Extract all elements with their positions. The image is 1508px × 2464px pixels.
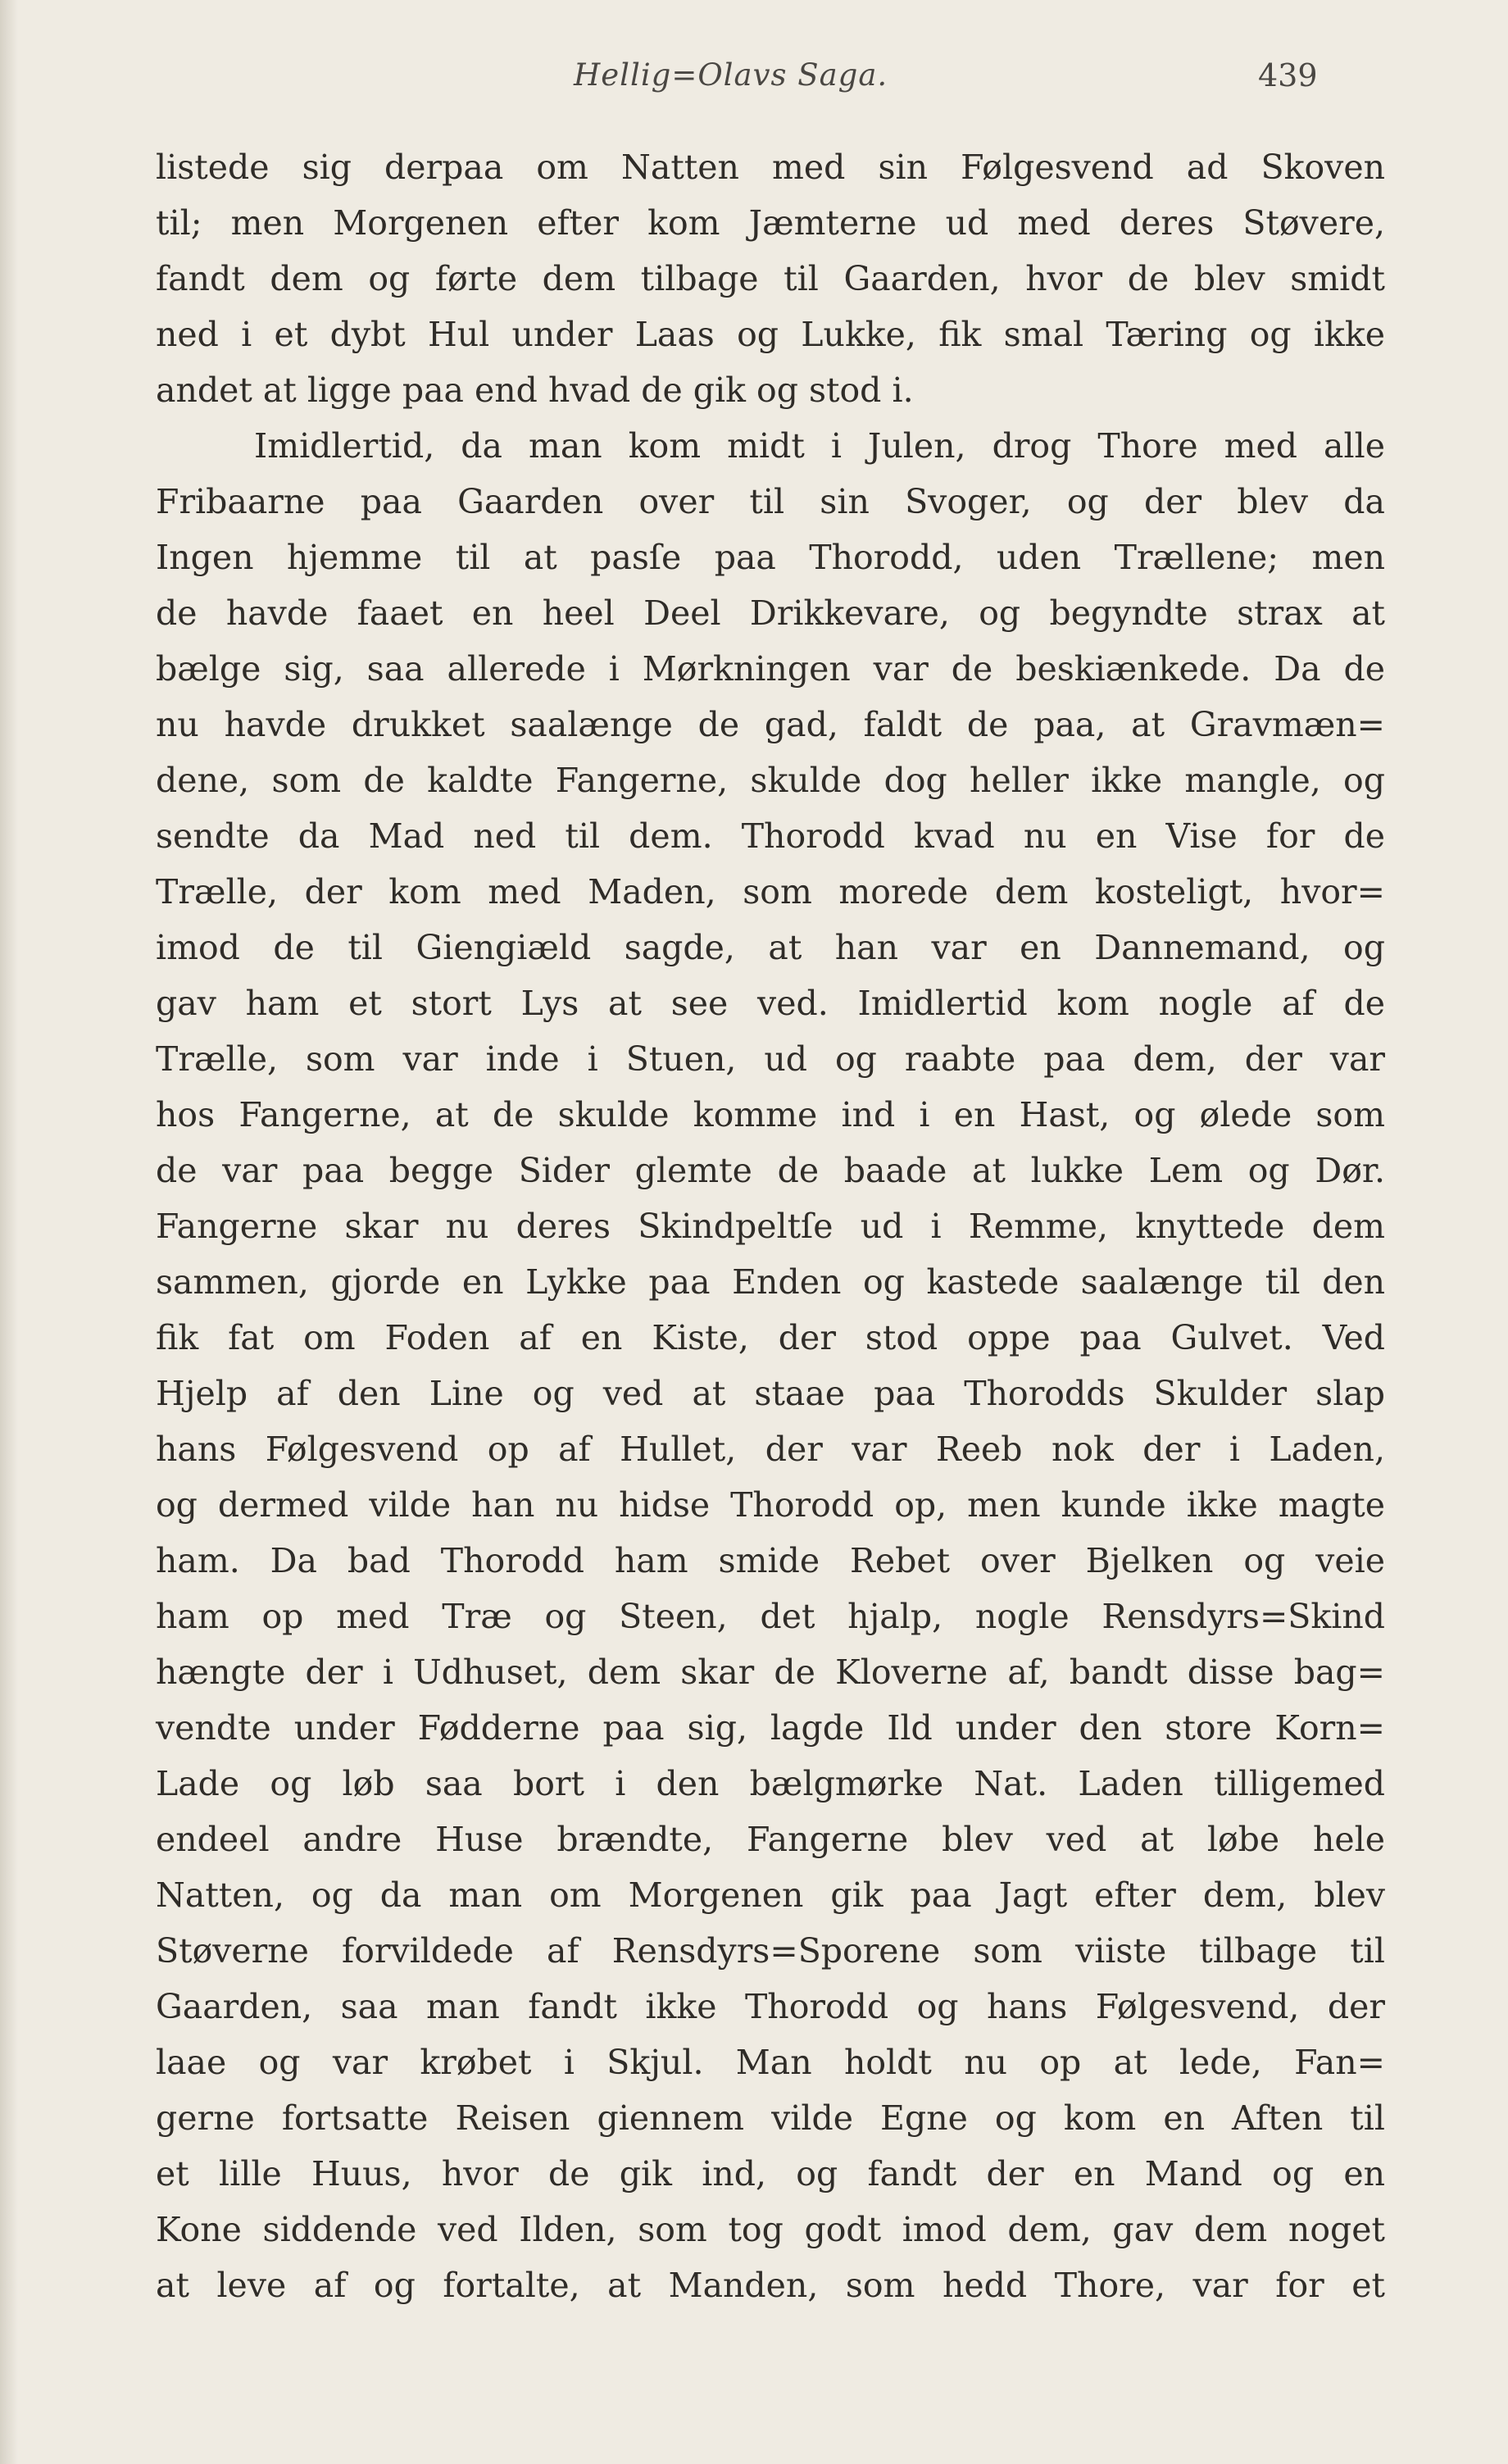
text-line: hos Fangerne, at de skulde komme ind i en Hast, og ølede som: [156, 1095, 1385, 1134]
text-line: Imidlertid, da man kom midt i Julen, drog Thore med alle: [254, 426, 1385, 466]
text-line: hans Følgesvend op af Hullet, der var Reeb nok der i Laden,: [156, 1430, 1385, 1469]
text-line: sendte da Mad ned til dem. Thorodd kvad nu en Vise for de: [156, 816, 1385, 856]
text-line: laae og var krøbet i Skjul. Man holdt nu op at lede, Fan=: [156, 2043, 1385, 2082]
page-header: [0, 51, 1508, 100]
text-line: et lille Huus, hvor de gik ind, og fandt der en Mand og en: [156, 2154, 1385, 2194]
page-gutter-shadow: [0, 0, 18, 2464]
text-line: fandt dem og førte dem tilbage til Gaarden, hvor de blev smidt: [156, 259, 1385, 298]
text-line: sammen, gjorde en Lykke paa Enden og kastede saalænge til den: [156, 1262, 1385, 1302]
text-line: nu havde drukket saalænge de gad, faldt de paa, at Gravmæn=: [156, 705, 1385, 744]
text-line: til; men Morgenen efter kom Jæmterne ud med deres Støvere,: [156, 203, 1385, 243]
text-line: Støverne forvildede af Rensdyrs=Sporene som viiste tilbage til: [156, 1931, 1385, 1971]
body-text: [156, 139, 1385, 2313]
text-line: andet at ligge paa end hvad de gik og stod i.: [156, 371, 914, 410]
text-line: hængte der i Udhuset, dem skar de Kloverne af, bandt disse bag=: [156, 1653, 1385, 1692]
text-line: de havde faaet en heel Deel Drikkevare, og begyndte strax at: [156, 593, 1385, 633]
text-line: Lade og løb saa bort i den bælgmørke Nat. Laden tilligemed: [156, 1764, 1385, 1803]
text-line: imod de til Giengiæld sagde, at han var en Dannemand, og: [156, 928, 1385, 967]
text-line: listede sig derpaa om Natten med sin Følgesvend ad Skoven: [156, 148, 1385, 187]
text-line: ham. Da bad Thorodd ham smide Rebet over Bjelken og veie: [156, 1541, 1385, 1580]
text-line: Trælle, der kom med Maden, som morede dem kosteligt, hvor=: [156, 872, 1385, 911]
text-line: de var paa begge Sider glemte de baade at lukke Lem og Dør.: [156, 1151, 1385, 1190]
text-line: ham op med Træ og Steen, det hjalp, nogle Rensdyrs=Skind: [156, 1597, 1385, 1636]
text-line: dene, som de kaldte Fangerne, skulde dog heller ikke mangle, og: [156, 761, 1385, 800]
text-line: bælge sig, saa allerede i Mørkningen var de beskiænkede. Da de: [156, 649, 1385, 689]
text-line: Fangerne skar nu deres Skindpeltſe ud i Remme, knyttede dem: [156, 1207, 1385, 1246]
text-line: ned i et dybt Hul under Laas og Lukke, fik smal Tæring og ikke: [156, 315, 1385, 354]
text-line: endeel andre Huse brændte, Fangerne blev ved at løbe hele: [156, 1820, 1385, 1859]
text-line: Ingen hjemme til at pasſe paa Thorodd, uden Trællene; men: [156, 538, 1385, 577]
text-line: Gaarden, saa man fandt ikke Thorodd og hans Følgesvend, der: [156, 1987, 1385, 2026]
text-line: vendte under Fødderne paa sig, lagde Ild under den store Korn=: [156, 1708, 1385, 1748]
text-line: Fribaarne paa Gaarden over til sin Svoger, og der blev da: [156, 482, 1385, 521]
text-line: gav ham et stort Lys at see ved. Imidlertid kom nogle af de: [156, 984, 1385, 1023]
text-line: at leve af og fortalte, at Manden, som hedd Thore, var for et: [156, 2266, 1385, 2305]
text-line: Trælle, som var inde i Stuen, ud og raabte paa dem, der var: [156, 1039, 1385, 1079]
text-line: fik fat om Foden af en Kiste, der stod oppe paa Gulvet. Ved: [156, 1318, 1385, 1357]
text-line: Hjelp af den Line og ved at staae paa Thorodds Skulder slap: [156, 1374, 1385, 1413]
text-line: Natten, og da man om Morgenen gik paa Jagt efter dem, blev: [156, 1875, 1385, 1915]
text-line: gerne fortsatte Reisen giennem vilde Egne og kom en Aften til: [156, 2098, 1385, 2138]
running-title: Hellig=Olavs Saga.: [574, 57, 888, 93]
text-line: Kone siddende ved Ilden, som tog godt imod dem, gav dem noget: [156, 2210, 1385, 2249]
text-line: og dermed vilde han nu hidse Thorodd op, men kunde ikke magte: [156, 1485, 1385, 1525]
page-number: 439: [1258, 57, 1318, 93]
